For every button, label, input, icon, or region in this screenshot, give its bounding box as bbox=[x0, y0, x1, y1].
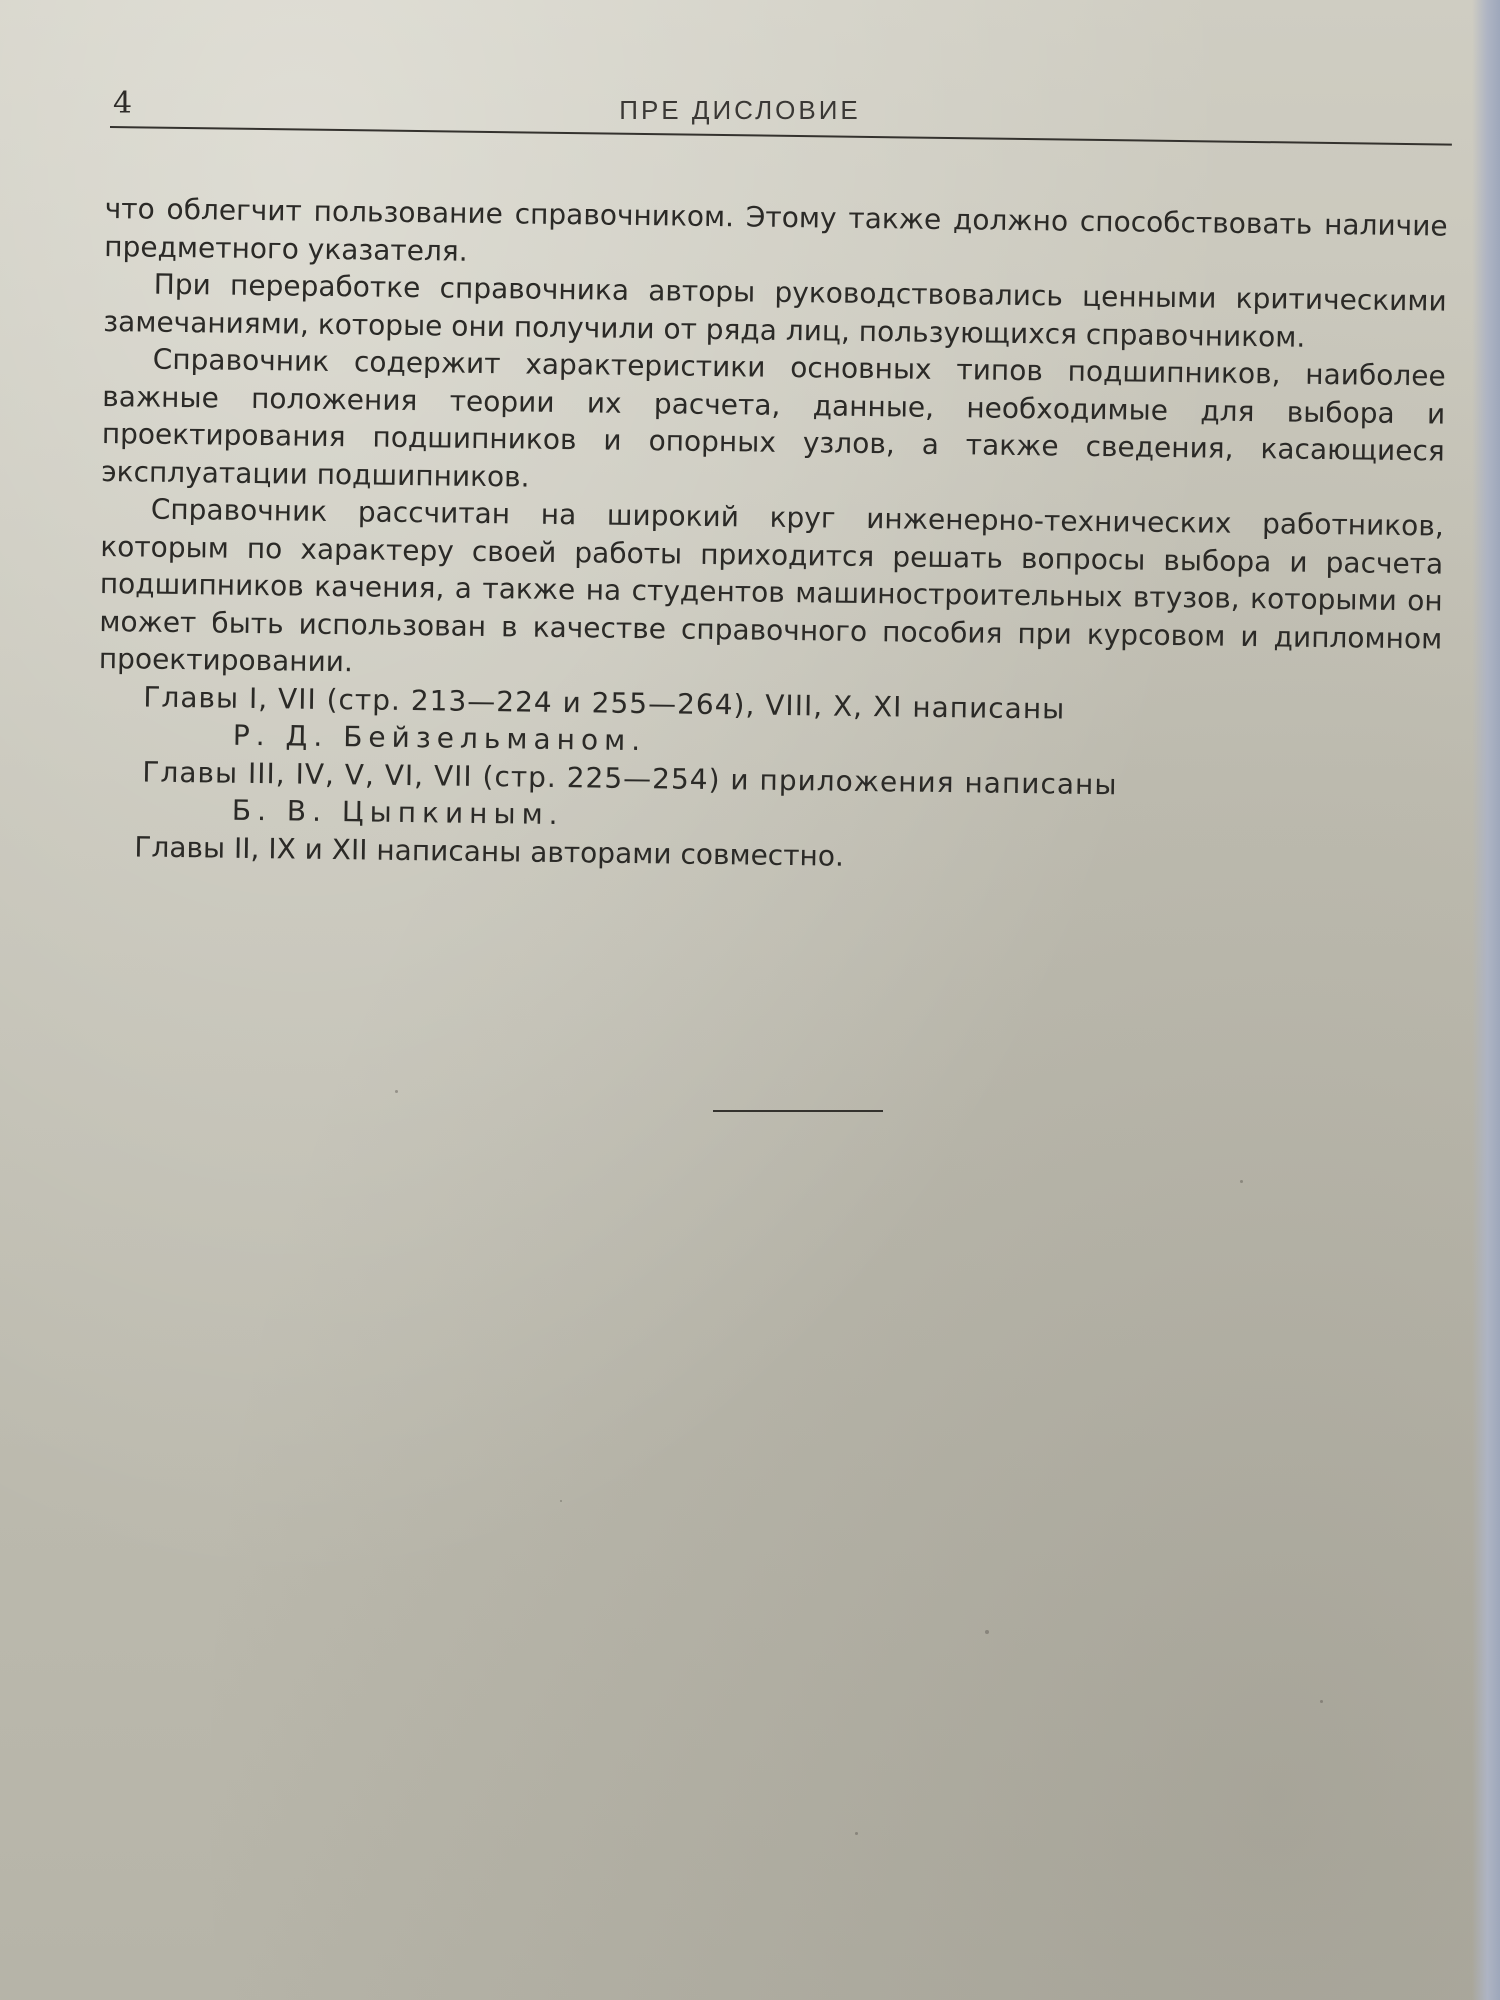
credit-chapters-beizelman: Главы I, VII (стр. 213—224 и 255—264), VIII, X, XI написаны bbox=[143, 680, 1066, 726]
end-rule bbox=[713, 1110, 883, 1112]
credit-chapters-tsypkin: Главы III, IV, V, VI, VII (стр. 225—254) и приложения написаны bbox=[142, 755, 1118, 801]
credit-author-tsypkin: Б. В. Цыпкиным. bbox=[231, 793, 564, 832]
paragraph-3: Справочник содержит характеристики основных типов подшипников, наиболее важные положения теории их расчета, данные, необходимые для выбора и проектирования подшипников и опорных узлов, а также сведения, касающиеся эксплуатации подшипников. bbox=[101, 342, 1446, 494]
paper-speck bbox=[1320, 1700, 1323, 1703]
page-edge-shadow bbox=[1472, 0, 1500, 2000]
header-rule bbox=[110, 126, 1452, 146]
paragraph-2: При переработке справочника авторы руководствовались ценными критическими замечаниями, которые они получили от ряда лиц, пользующихся справочником. bbox=[103, 267, 1447, 354]
paper-speck bbox=[560, 1500, 562, 1502]
body-text bbox=[96, 190, 1448, 883]
paragraph-4: Справочник рассчитан на широкий круг инженерно-технических работников, которым по характеру своей работы приходится решать вопросы выбора и расчета подшипников качения, а также на студентов машиностроительных втузов, которыми он может быть использован в качестве справочного пособия при курсовом и дипломном проектировании. bbox=[98, 492, 1444, 679]
credit-joint-chapters: Главы II, IX и XII написаны авторами совместно. bbox=[134, 829, 845, 873]
paper-speck bbox=[395, 1090, 398, 1093]
paper-speck bbox=[985, 1630, 989, 1634]
paper-speck bbox=[855, 1832, 858, 1835]
page-number: 4 bbox=[113, 86, 133, 121]
running-head-title: ПРЕ ДИСЛОВИЕ bbox=[619, 95, 861, 125]
paper-speck bbox=[1240, 1180, 1243, 1183]
credit-author-beizelman: Р. Д. Бейзельманом. bbox=[232, 718, 647, 758]
paragraph-1: что облегчит пользование справочником. Этому также должно способствовать наличие предметного указателя. bbox=[104, 191, 1448, 268]
